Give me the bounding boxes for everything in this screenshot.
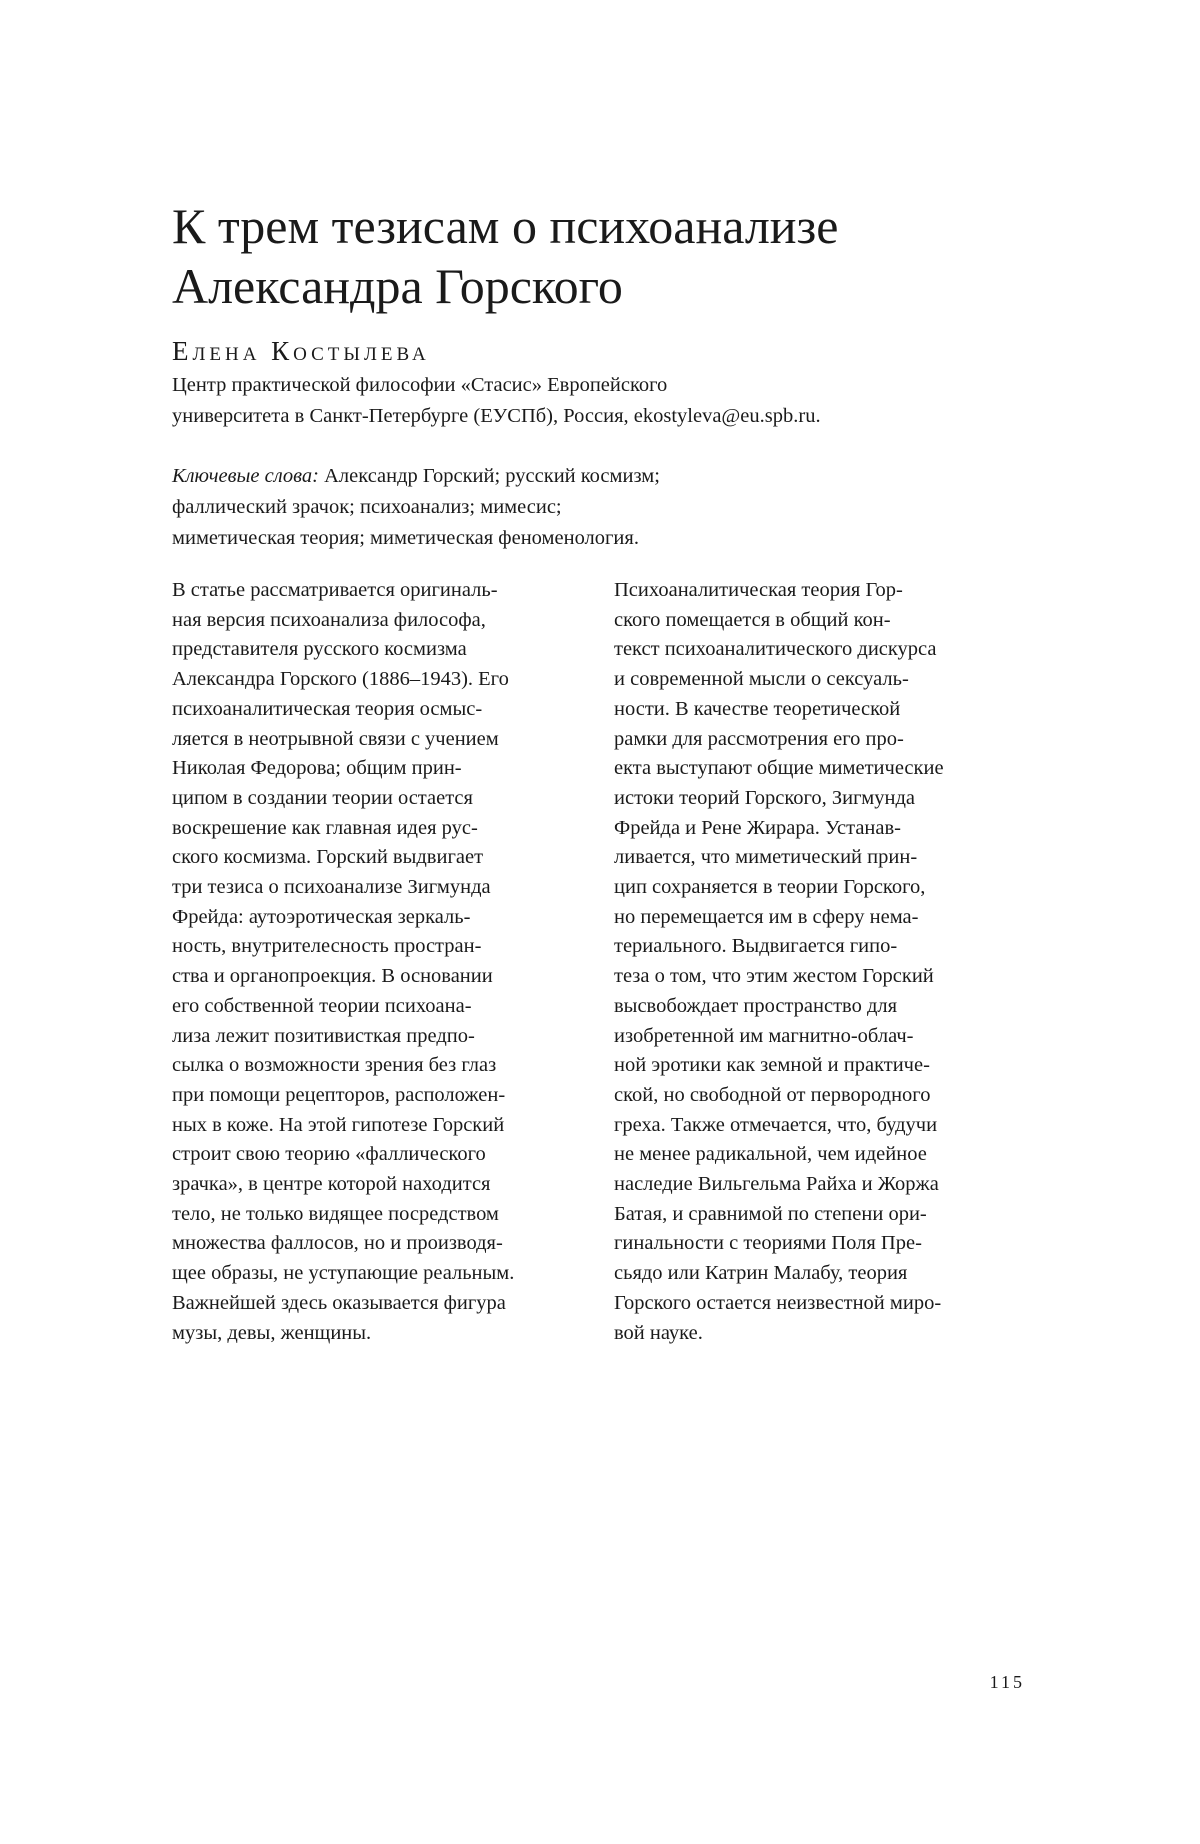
abstract-line: ства и органопроекция. В основании xyxy=(172,965,493,988)
abstract-line: ского помещается в общий кон- xyxy=(614,608,891,631)
abstract-line: наследие Вильгельма Райха и Жоржа xyxy=(614,1173,939,1196)
abstract-line: текст психоаналитического дискурса xyxy=(614,638,937,661)
abstract-line: Психоаналитическая теория Гор- xyxy=(614,579,903,601)
keywords-block xyxy=(172,461,1032,554)
affiliation-line: университета в Санкт-Петербурге (ЕУСПб), Россия, ekostyleva@eu.spb.ru. xyxy=(172,405,821,427)
abstract-line: гинальности с теориями Поля Пре- xyxy=(614,1232,922,1255)
abstract-line: вой науке. xyxy=(614,1321,703,1344)
abstract-line: но перемещается им в сферу нема- xyxy=(614,905,919,928)
abstract-line: Важнейшей здесь оказывается фигура xyxy=(172,1291,506,1314)
abstract-line: Батая, и сравнимой по степени ори- xyxy=(614,1202,927,1225)
keywords-line: миметическая теория; миметическая феноменология. xyxy=(172,527,639,549)
author-affiliation xyxy=(172,370,1032,432)
abstract-line: ная версия психоанализа философа, xyxy=(172,608,486,631)
abstract-line: ципом в создании теории остается xyxy=(172,786,473,809)
abstract-line: высвобождает пространство для xyxy=(614,994,898,1017)
abstract-line: териального. Выдвигается гипо- xyxy=(614,935,898,958)
abstract-line: три тезиса о психоанализе Зигмунда xyxy=(172,876,491,899)
abstract-line: представителя русского космизма xyxy=(172,638,467,661)
abstract-right-column xyxy=(614,576,1034,1348)
abstract-line: Фрейда и Рене Жирара. Устанав- xyxy=(614,816,902,839)
abstract-line: и современной мысли о сексуаль- xyxy=(614,668,909,691)
abstract-line: изобретенной им магнитно-облач- xyxy=(614,1024,914,1047)
abstract-line: строит свою теорию «фаллического xyxy=(172,1143,486,1166)
author-name: Елена Костылева xyxy=(172,336,430,366)
abstract-line: воскрешение как главная идея рус- xyxy=(172,816,478,839)
abstract-line: екта выступают общие миметические xyxy=(614,757,944,780)
abstract-line: музы, девы, женщины. xyxy=(172,1321,372,1344)
abstract-line: Горского остается неизвестной миро- xyxy=(614,1291,942,1314)
article-title xyxy=(172,196,1072,316)
abstract-line: тело, не только видящее посредством xyxy=(172,1202,499,1225)
abstract-line: лиза лежит позитивисткая предпо- xyxy=(172,1024,475,1047)
abstract-line: греха. Также отмечается, что, будучи xyxy=(614,1113,938,1136)
article-title-line: Александра Горского xyxy=(172,258,623,314)
abstract-line: при помощи рецепторов, расположен- xyxy=(172,1083,506,1106)
abstract-line: ность, внутрителесность простран- xyxy=(172,935,482,958)
abstract-line: В статье рассматривается оригиналь- xyxy=(172,579,498,601)
abstract-line: ной эротики как земной и практиче- xyxy=(614,1054,930,1077)
abstract-line: теза о том, что этим жестом Горский xyxy=(614,965,934,988)
abstract-line: его собственной теории психоана- xyxy=(172,994,472,1017)
page-number: 115 xyxy=(989,1672,1025,1692)
abstract-line: не менее радикальной, чем идейное xyxy=(614,1143,927,1166)
article-title-line: К трем тезисам о психоанализе xyxy=(172,198,839,254)
abstract-line: Александра Горского (1886–1943). Его xyxy=(172,668,509,691)
abstract-line: сьядо или Катрин Малабу, теория xyxy=(614,1262,908,1285)
keywords-line xyxy=(172,461,1032,492)
keywords-line: фаллический зрачок; психоанализ; мимесис; xyxy=(172,496,562,518)
abstract-line: сылка о возможности зрения без глаз xyxy=(172,1054,497,1077)
abstract-line: Фрейда: аутоэротическая зеркаль- xyxy=(172,905,471,928)
abstract-line: рамки для рассмотрения его про- xyxy=(614,727,904,750)
abstract-line: ных в коже. На этой гипотезе Горский xyxy=(172,1113,505,1136)
abstract-line: ности. В качестве теоретической xyxy=(614,697,901,720)
abstract-line: ляется в неотрывной связи с учением xyxy=(172,727,499,750)
abstract-line: психоаналитическая теория осмыс- xyxy=(172,697,483,720)
abstract-line: щее образы, не уступающие реальным. xyxy=(172,1262,515,1285)
abstract-line: истоки теорий Горского, Зигмунда xyxy=(614,786,916,809)
keywords-text: Александр Горский; русский космизм; xyxy=(324,465,660,487)
abstract-line: цип сохраняется в теории Горского, xyxy=(614,876,926,899)
abstract-line: Николая Федорова; общим прин- xyxy=(172,757,462,780)
abstract-line: ливается, что миметический прин- xyxy=(614,846,918,869)
abstract-left-column xyxy=(172,576,592,1348)
abstract-line: ской, но свободной от первородного xyxy=(614,1083,931,1106)
abstract-line: ского космизма. Горский выдвигает xyxy=(172,846,484,869)
affiliation-line: Центр практической философии «Стасис» Европейского xyxy=(172,374,668,396)
keywords-label: Ключевые слова: xyxy=(172,465,319,487)
abstract-line: множества фаллосов, но и производя- xyxy=(172,1232,503,1255)
abstract-line: зрачка», в центре которой находится xyxy=(172,1173,491,1196)
